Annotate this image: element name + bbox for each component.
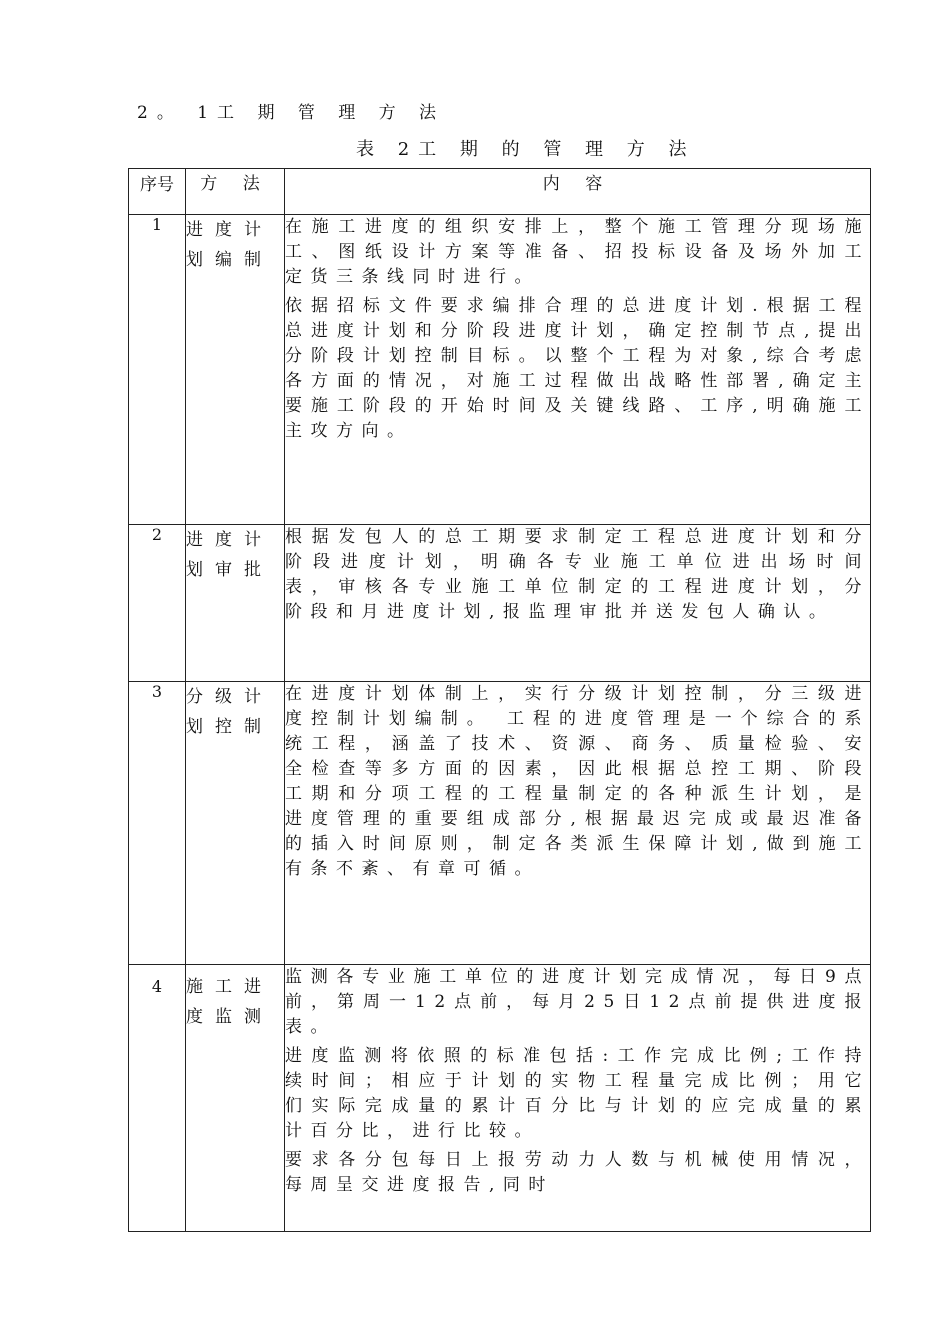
table-caption: 表 2工 期 的 管 理 方 法 bbox=[356, 139, 696, 160]
row-method: 进度计划编制 bbox=[186, 215, 285, 525]
content-paragraph: 依据招标文件要求编排合理的总进度计划.根据工程总进度计划和分阶段进度计划，确定控制节点,提出分阶段计划控制目标。以整个工程为对象,综合考虑各方面的情况，对施工过程做出战略性部署,确定主要施工阶段的开始时间及关键线路、工序,明确施工主攻方向。 bbox=[285, 296, 870, 441]
row-method: 进度计划审批 bbox=[186, 525, 285, 682]
table-row bbox=[129, 525, 871, 682]
table-row bbox=[129, 682, 871, 965]
row-method: 分级计划控制 bbox=[186, 682, 285, 965]
content-paragraph: 在施工进度的组织安排上，整个施工管理分现场施工、图纸设计方案等准备、招投标设备及场外加工定货三条线同时进行。 bbox=[285, 217, 870, 287]
content-paragraph: 监测各专业施工单位的进度计划完成情况，每日9点前，第周一12点前，每月25日12点前提供进度报表。 bbox=[285, 967, 870, 1037]
row-method: 施工进度监测 bbox=[186, 965, 285, 1232]
row-content bbox=[285, 215, 871, 525]
table-header-row bbox=[129, 169, 871, 215]
header-no: 序号 bbox=[129, 169, 186, 215]
row-number: 2 bbox=[129, 525, 186, 682]
row-number: 1 bbox=[129, 215, 186, 525]
row-content bbox=[285, 525, 871, 682]
content-paragraph: 在进度计划体制上，实行分级计划控制，分三级进度控制计划编制。 工程的进度管理是一个综合的系统工程，涵盖了技术、资源、商务、质量检验、安全检查等多方面的因素，因此根据总控工期、阶段工期和分项工程的工程量制定的各种派生计划，是进度管理的重要组成部分,根据最迟完成或最迟准备的插入时间原则，制定各类派生保障计划,做到施工有条不紊、有章可循。 bbox=[285, 684, 870, 879]
row-content bbox=[285, 965, 871, 1232]
row-number: 4 bbox=[129, 965, 186, 1232]
schedule-management-table bbox=[128, 168, 871, 1232]
row-number: 3 bbox=[129, 682, 186, 965]
content-paragraph: 要求各分包每日上报劳动力人数与机械使用情况，每周呈交进度报告,同时 bbox=[285, 1150, 870, 1195]
header-content: 内 容 bbox=[285, 169, 871, 215]
table-row bbox=[129, 215, 871, 525]
content-paragraph: 进度监测将依照的标准包括:工作完成比例;工作持续时间；相应于计划的实物工程量完成比例；用它们实际完成量的累计百分比与计划的应完成量的累计百分比，进行比较。 bbox=[285, 1046, 870, 1141]
table-row bbox=[129, 965, 871, 1232]
section-heading: 2。 1工 期 管 理 方 法 bbox=[137, 103, 446, 123]
content-paragraph: 根据发包人的总工期要求制定工程总进度计划和分阶段进度计划，明确各专业施工单位进出场时间表，审核各专业施工单位制定的工程进度计划，分阶段和月进度计划,报监理审批并送发包人确认。 bbox=[285, 527, 870, 622]
row-content bbox=[285, 682, 871, 965]
header-method: 方 法 bbox=[186, 169, 285, 215]
